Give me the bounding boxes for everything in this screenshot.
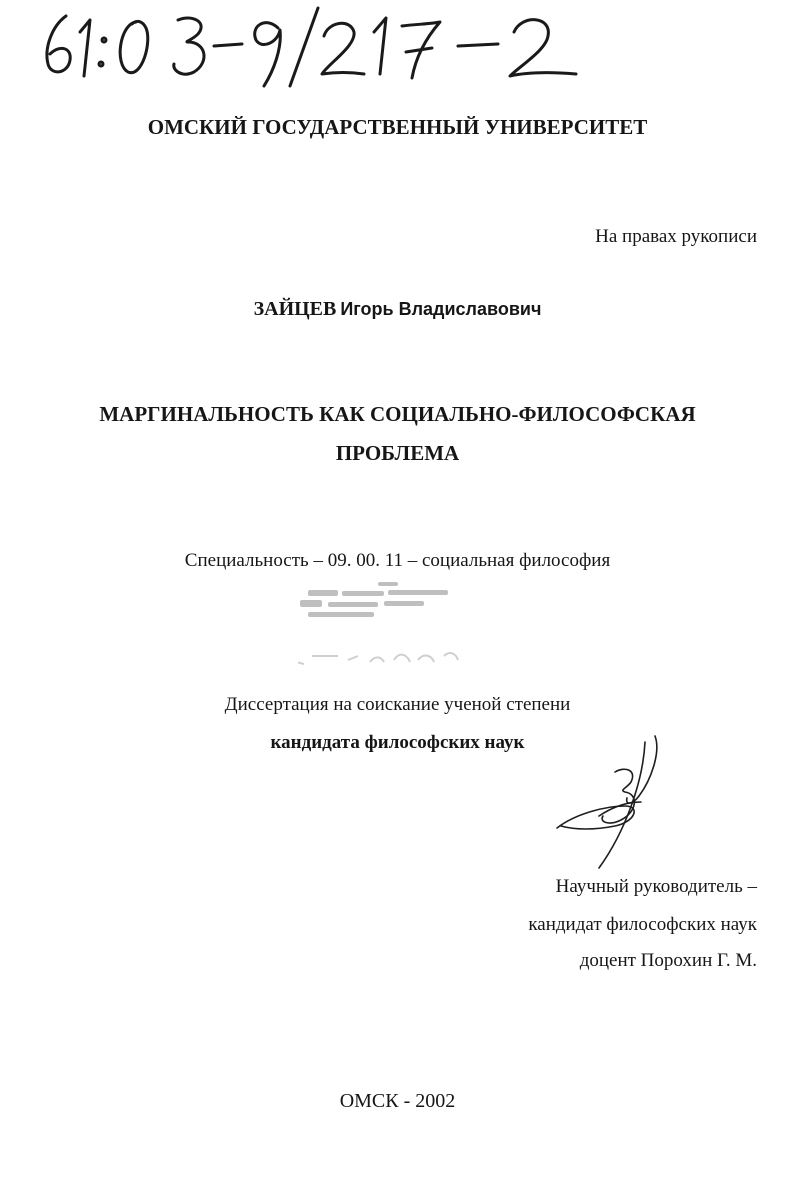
- dissertation-degree-line-1: Диссертация на соискание ученой степени: [224, 694, 571, 715]
- dissertation-degree-line-2: кандидата философских наук: [270, 732, 525, 753]
- specialty-line: Специальность – 09. 00. 11 – социальная философия: [184, 550, 611, 571]
- handwritten-number-strokes: [28, 2, 588, 90]
- library-stamp-marks: [298, 580, 468, 680]
- manuscript-rights-note: На правах рукописи: [595, 226, 757, 247]
- author-name: [0, 298, 795, 321]
- supervisor-signature: [555, 732, 665, 872]
- university-name: ОМСКИЙ ГОСУДАРСТВЕННЫЙ УНИВЕРСИТЕТ: [147, 115, 648, 139]
- supervisor-name: доцент Порохин Г. М.: [579, 950, 757, 971]
- author-surname: ЗАЙЦЕВ: [253, 298, 337, 320]
- dissertation-title-line-1: МАРГИНАЛЬНОСТЬ КАК СОЦИАЛЬНО-ФИЛОСОФСКАЯ: [99, 402, 696, 426]
- author-given-names: Игорь Владиславович: [340, 299, 542, 319]
- city-and-year: ОМСК - 2002: [339, 1090, 456, 1112]
- handwritten-catalog-number: [28, 2, 588, 90]
- supervisor-role: Научный руководитель –: [555, 876, 757, 897]
- supervisor-degree: кандидат философских наук: [528, 914, 757, 935]
- dissertation-title-line-2: ПРОБЛЕМА: [335, 441, 460, 465]
